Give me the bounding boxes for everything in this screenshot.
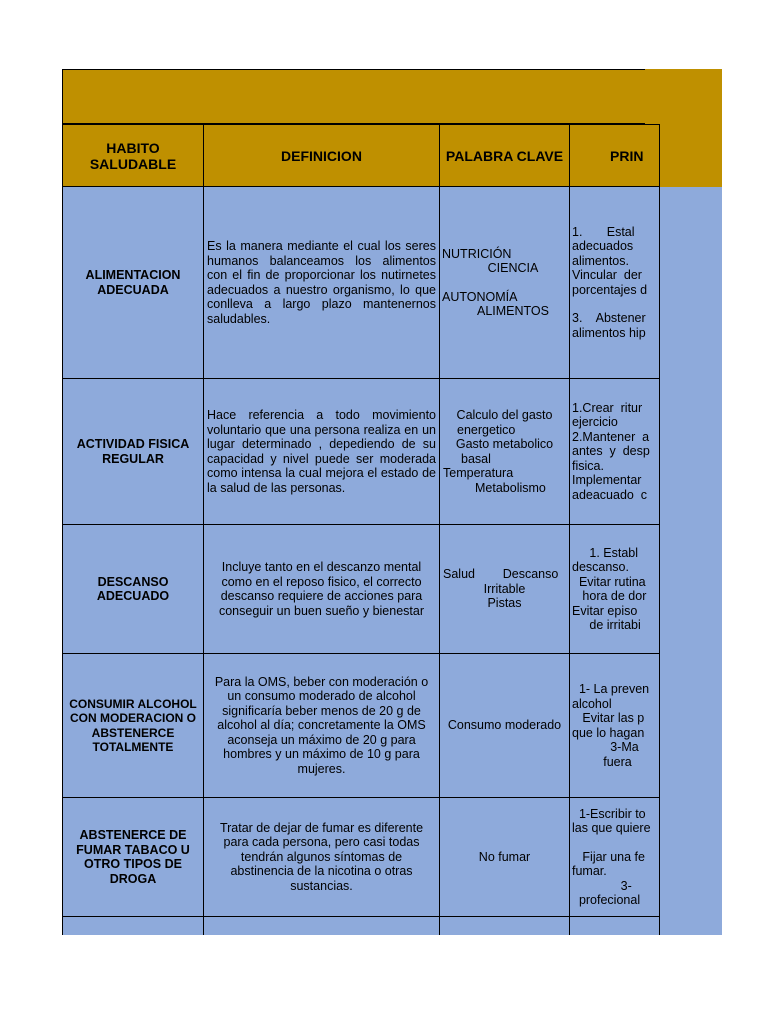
table-row bbox=[63, 525, 660, 654]
principle-line: 3-Ma bbox=[572, 740, 639, 754]
header-row bbox=[63, 125, 660, 187]
empty-cell bbox=[63, 917, 204, 936]
principle-line: Vincular der bbox=[572, 268, 642, 283]
habit-cell: CONSUMIR ALCOHOL CON MODERACION O ABSTENERCE TOTALMENTE bbox=[63, 654, 204, 798]
keyword-cell bbox=[440, 798, 570, 917]
keyword-line: CIENCIA bbox=[487, 261, 539, 275]
keyword-line: AUTONOMÍA bbox=[442, 289, 518, 304]
table-row bbox=[63, 798, 660, 917]
principle-line: Evitar rutina bbox=[572, 574, 646, 589]
principles-cell bbox=[570, 654, 660, 798]
principle-line: 1. Establ bbox=[572, 545, 639, 560]
keyword-line: basal bbox=[461, 451, 491, 466]
keyword-line: Pistas bbox=[487, 596, 522, 611]
title-row bbox=[62, 69, 722, 124]
principle-line: ejercicio bbox=[572, 415, 618, 430]
definition-cell: Incluye tanto en el descanzo mental como en el reposo fisico, el correcto descanso requiere de acciones para conseguir un buen sueño y bienestar bbox=[204, 525, 440, 654]
principle-line: alcohol bbox=[572, 696, 612, 711]
empty-cell bbox=[204, 917, 440, 936]
definition-cell: Es la manera mediante el cual los seres humanos balanceamos los alimentos con el fin de proporcionar los nutirnetes adecuados a nuestro organismo, lo que conlleva a largo plazo mantenernos saludables. bbox=[204, 187, 440, 379]
principle-line: Fijar una fe bbox=[572, 849, 645, 864]
principles-cell bbox=[570, 379, 660, 525]
principle-line: 1. Estal bbox=[572, 224, 635, 239]
table-row bbox=[63, 187, 660, 379]
principle-line: que lo hagan bbox=[572, 725, 645, 740]
habit-cell: ACTIVIDAD FISICA REGULAR bbox=[63, 379, 204, 525]
keyword-line: Metabolismo bbox=[475, 480, 546, 495]
keyword-line: No fumar bbox=[478, 849, 531, 864]
keyword-line: energetico bbox=[457, 422, 516, 437]
habits-table bbox=[62, 124, 660, 935]
principles-cell bbox=[570, 187, 660, 379]
habit-cell: DESCANSO ADECUADO bbox=[63, 525, 204, 654]
principle-line: fisica. bbox=[572, 458, 604, 473]
header-keyword: PALABRA CLAVE bbox=[440, 125, 570, 187]
empty-cell bbox=[570, 917, 660, 936]
table-row bbox=[63, 379, 660, 525]
principle-line: Implementar bbox=[572, 473, 642, 488]
habit-cell: ABSTENERCE DE FUMAR TABACO U OTRO TIPOS DE DROGA bbox=[63, 798, 204, 917]
keyword-cell bbox=[440, 187, 570, 379]
definition-cell: Para la OMS, beber con moderación o un consumo moderado de alcohol significaría beber menos de 20 g de alcohol al día; concretamente la OMS aconseja un máximo de 20 g para hombres y un máximo de 10 g para mujeres. bbox=[204, 654, 440, 798]
empty-cell bbox=[440, 917, 570, 936]
principle-line: 2.Mantener a bbox=[572, 429, 650, 444]
principle-line: adeacuado c bbox=[572, 487, 648, 502]
principles-cell bbox=[570, 525, 660, 654]
principle-line: Evitar las p bbox=[572, 711, 645, 725]
principle-line: 3. Abstener bbox=[572, 311, 646, 326]
principle-line: antes y desp bbox=[572, 444, 650, 459]
principle-line: fuera bbox=[572, 754, 632, 769]
principle-line: alimentos. bbox=[572, 253, 629, 268]
definition-cell: Hace referencia a todo movimiento voluntario que una persona realiza en un lugar determinado , depediendo de su capacidad y nivel puede ser moderada como intensa la cual mejora el estado de la salud de las personas. bbox=[204, 379, 440, 525]
keyword-line: NUTRICIÓN bbox=[442, 246, 512, 261]
principle-line: descanso. bbox=[572, 560, 629, 574]
principle-line: alimentos hip bbox=[572, 325, 646, 340]
keyword-line: ALIMENTOS bbox=[476, 304, 549, 318]
keyword-line: Gasto metabolico bbox=[455, 437, 554, 451]
keyword-line: Temperatura bbox=[443, 466, 514, 480]
table-row-empty bbox=[63, 917, 660, 936]
principle-line: las que quiere bbox=[572, 821, 651, 835]
principle-line: profecional bbox=[572, 893, 641, 907]
keyword-cell bbox=[440, 654, 570, 798]
principle-line: 3- bbox=[572, 878, 632, 893]
principle-line: fumar. bbox=[572, 864, 607, 878]
header-principles: PRIN bbox=[570, 125, 660, 187]
keyword-line: Salud Descanso bbox=[443, 567, 559, 582]
principle-line: 1- La preven bbox=[572, 682, 650, 696]
header-definition: DEFINICION bbox=[204, 125, 440, 187]
keyword-line: Irritable bbox=[483, 581, 526, 596]
spreadsheet bbox=[62, 69, 722, 935]
principle-line: porcentajes d bbox=[572, 282, 648, 297]
principle-line: adecuados bbox=[572, 239, 634, 254]
keyword-cell bbox=[440, 525, 570, 654]
header-habit: HABITO SALUDABLE bbox=[63, 125, 204, 187]
principles-cell bbox=[570, 798, 660, 917]
principle-line: 1-Escribir to bbox=[572, 806, 646, 821]
keyword-line: Consumo moderado bbox=[447, 718, 562, 733]
definition-cell: Tratar de dejar de fumar es diferente para cada persona, pero casi todas tendrán algunos síntomas de abstinencia de la nicotina o otras sustancias. bbox=[204, 798, 440, 917]
keyword-cell bbox=[440, 379, 570, 525]
principle-line: de irritabi bbox=[572, 618, 641, 632]
principle-line: 1.Crear ritur bbox=[572, 400, 643, 415]
principle-line: Evitar episo bbox=[572, 603, 638, 618]
principle-line: hora de dor bbox=[572, 589, 647, 603]
table-row bbox=[63, 654, 660, 798]
keyword-line: Calculo del gasto bbox=[456, 408, 553, 422]
habit-cell: ALIMENTACION ADECUADA bbox=[63, 187, 204, 379]
